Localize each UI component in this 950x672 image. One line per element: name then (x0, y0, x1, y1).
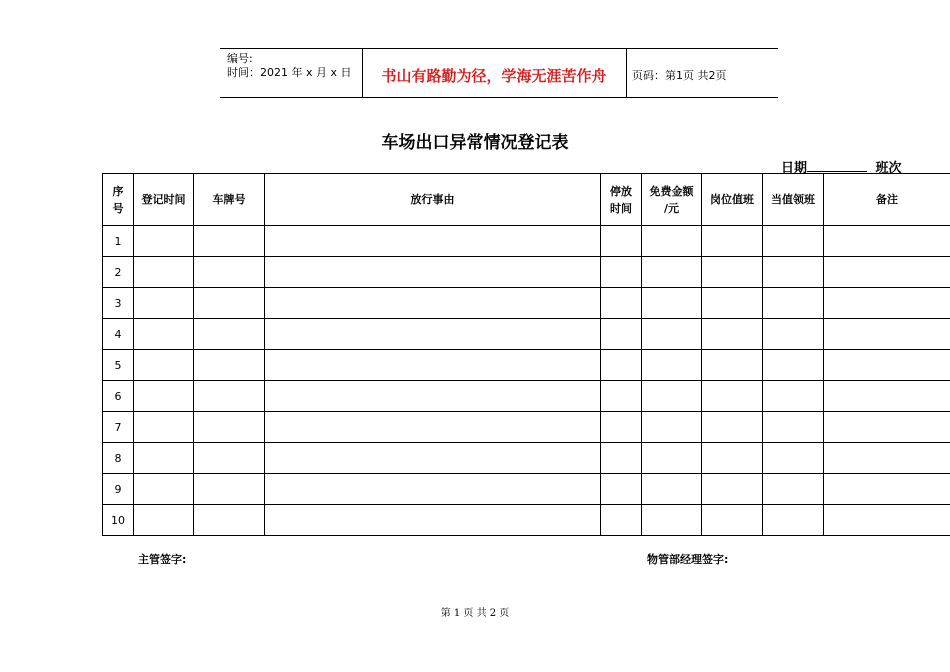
manager-signature-label: 物管部经理签字: (647, 553, 729, 566)
table-cell[interactable] (194, 288, 265, 319)
page-title: 车场出口异常情况登记表 (381, 133, 569, 153)
table-cell[interactable] (265, 474, 601, 505)
table-cell[interactable] (134, 381, 194, 412)
supervisor-signature-label: 主管签字: (138, 553, 187, 566)
table-cell[interactable] (194, 350, 265, 381)
column-header: 岗位值班 (702, 174, 763, 226)
column-header: 放行事由 (265, 174, 601, 226)
table-cell[interactable] (824, 319, 950, 350)
table-cell[interactable] (265, 350, 601, 381)
table-cell[interactable] (824, 226, 950, 257)
table-cell[interactable] (265, 319, 601, 350)
table-cell[interactable] (642, 288, 702, 319)
table-cell[interactable] (763, 412, 824, 443)
table-cell[interactable] (601, 350, 642, 381)
table-cell[interactable] (702, 505, 763, 536)
table-cell[interactable] (265, 288, 601, 319)
table-cell[interactable] (702, 474, 763, 505)
page-footer: 第 1 页 共 2 页 (440, 608, 510, 619)
shift-label: 班次 (875, 161, 902, 176)
row-number: 6 (103, 381, 134, 412)
table-cell[interactable] (194, 474, 265, 505)
table-cell[interactable] (702, 412, 763, 443)
table-cell[interactable] (601, 505, 642, 536)
table-cell[interactable] (134, 288, 194, 319)
table-row (103, 350, 950, 381)
column-header: 车牌号 (194, 174, 265, 226)
table-cell[interactable] (134, 505, 194, 536)
table-cell[interactable] (601, 474, 642, 505)
table-cell[interactable] (642, 412, 702, 443)
table-row (103, 226, 950, 257)
row-number: 2 (103, 257, 134, 288)
table-cell[interactable] (134, 319, 194, 350)
register-table (102, 173, 950, 536)
table-cell[interactable] (702, 226, 763, 257)
header-page-info: 页码：第1页 共2页 (632, 69, 727, 82)
column-header: 序 号 (103, 174, 134, 226)
table-cell[interactable] (194, 257, 265, 288)
table-cell[interactable] (194, 226, 265, 257)
number-label: 编号: (227, 52, 253, 65)
table-cell[interactable] (702, 319, 763, 350)
table-cell[interactable] (642, 505, 702, 536)
table-cell[interactable] (601, 288, 642, 319)
table-cell[interactable] (642, 443, 702, 474)
table-cell[interactable] (194, 443, 265, 474)
column-header: 备注 (824, 174, 950, 226)
table-cell[interactable] (702, 381, 763, 412)
table-cell[interactable] (702, 350, 763, 381)
table-header-row (103, 174, 950, 226)
table-cell[interactable] (763, 288, 824, 319)
table-cell[interactable] (265, 443, 601, 474)
table-cell[interactable] (265, 505, 601, 536)
table-cell[interactable] (134, 474, 194, 505)
table-cell[interactable] (601, 257, 642, 288)
table-cell[interactable] (194, 412, 265, 443)
column-header: 当值领班 (763, 174, 824, 226)
table-cell[interactable] (134, 443, 194, 474)
date-label: 日期 (781, 161, 808, 176)
table-row (103, 474, 950, 505)
table-cell[interactable] (824, 381, 950, 412)
time-label: 时间：2021 年 x 月 x 日 (227, 66, 352, 79)
row-number: 5 (103, 350, 134, 381)
table-cell[interactable] (134, 350, 194, 381)
table-cell[interactable] (824, 350, 950, 381)
table-cell[interactable] (702, 288, 763, 319)
table-cell[interactable] (265, 412, 601, 443)
table-cell[interactable] (824, 412, 950, 443)
table-cell[interactable] (642, 381, 702, 412)
row-number: 4 (103, 319, 134, 350)
table-cell[interactable] (265, 226, 601, 257)
table-cell[interactable] (702, 443, 763, 474)
column-header: 停放 时间 (601, 174, 642, 226)
table-row (103, 257, 950, 288)
table-cell[interactable] (134, 412, 194, 443)
row-number: 3 (103, 288, 134, 319)
table-cell[interactable] (763, 319, 824, 350)
table-cell[interactable] (194, 381, 265, 412)
table-cell[interactable] (824, 505, 950, 536)
table-cell[interactable] (194, 505, 265, 536)
row-number: 9 (103, 474, 134, 505)
date-blank (807, 160, 867, 172)
table-cell[interactable] (763, 443, 824, 474)
table-cell[interactable] (134, 226, 194, 257)
table-row (103, 412, 950, 443)
row-number: 1 (103, 226, 134, 257)
table-cell[interactable] (824, 288, 950, 319)
row-number: 10 (103, 505, 134, 536)
column-header: 登记时间 (134, 174, 194, 226)
document-header (220, 48, 778, 98)
table-cell[interactable] (824, 474, 950, 505)
table-cell[interactable] (763, 381, 824, 412)
row-number: 8 (103, 443, 134, 474)
table-cell[interactable] (763, 350, 824, 381)
table-cell[interactable] (763, 474, 824, 505)
row-number: 7 (103, 412, 134, 443)
header-divider (626, 49, 627, 97)
table-cell[interactable] (265, 257, 601, 288)
table-cell[interactable] (265, 381, 601, 412)
table-cell[interactable] (194, 319, 265, 350)
table-row (103, 443, 950, 474)
table-row (103, 505, 950, 536)
table-cell[interactable] (642, 350, 702, 381)
table-cell[interactable] (642, 319, 702, 350)
table-cell[interactable] (824, 443, 950, 474)
column-header: 免费金额 /元 (642, 174, 702, 226)
table-cell[interactable] (763, 505, 824, 536)
table-cell[interactable] (601, 319, 642, 350)
table-row (103, 288, 950, 319)
table-row (103, 381, 950, 412)
table-cell[interactable] (601, 412, 642, 443)
table-cell[interactable] (642, 257, 702, 288)
table-cell[interactable] (702, 257, 763, 288)
table-cell[interactable] (642, 474, 702, 505)
table-cell[interactable] (134, 257, 194, 288)
table-cell[interactable] (824, 257, 950, 288)
table-cell[interactable] (601, 443, 642, 474)
table-cell[interactable] (601, 381, 642, 412)
table-cell[interactable] (601, 226, 642, 257)
header-meta (227, 52, 352, 80)
table-row (103, 319, 950, 350)
table-cell[interactable] (763, 257, 824, 288)
table-cell[interactable] (642, 226, 702, 257)
header-motto: 书山有路勤为径，学海无涯苦作舟 (381, 67, 607, 85)
table-cell[interactable] (763, 226, 824, 257)
